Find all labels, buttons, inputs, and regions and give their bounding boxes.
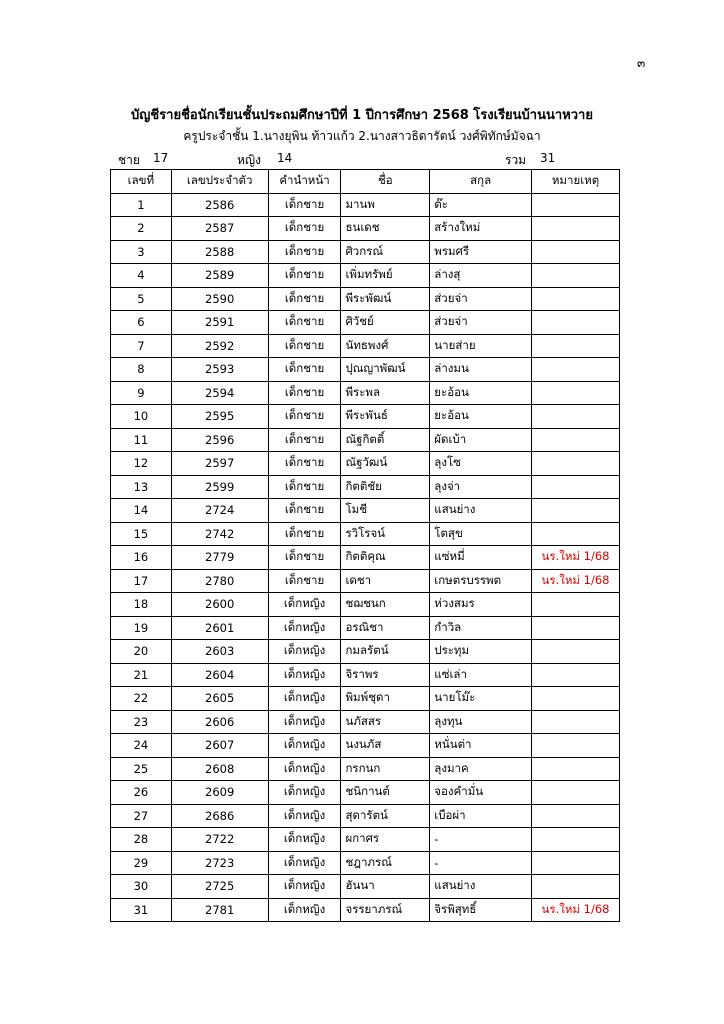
- cell-first-name: พีระพล: [341, 381, 430, 405]
- cell-remark: [532, 734, 620, 758]
- cell-title: เด็กหญิง: [268, 734, 341, 758]
- cell-surname: -: [430, 828, 532, 852]
- cell-student-id: 2723: [171, 851, 268, 875]
- cell-number: 22: [111, 687, 172, 711]
- cell-student-id: 2600: [171, 593, 268, 617]
- cell-title: เด็กหญิง: [268, 640, 341, 664]
- cell-number: 1: [111, 193, 172, 217]
- cell-first-name: กมลรัตน์: [341, 640, 430, 664]
- cell-remark: [532, 781, 620, 805]
- cell-first-name: พีระพัฒน์: [341, 287, 430, 311]
- cell-remark: [532, 475, 620, 499]
- cell-title: เด็กหญิง: [268, 828, 341, 852]
- cell-first-name: ธนเดช: [341, 217, 430, 241]
- cell-remark: [532, 663, 620, 687]
- cell-surname: นายโม๊ะ: [430, 687, 532, 711]
- cell-title: เด็กชาย: [268, 264, 341, 288]
- total-label: รวม: [505, 153, 527, 167]
- cell-first-name: ศิวัชย์: [341, 311, 430, 335]
- header-student-id: เลขประจำตัว: [171, 170, 268, 194]
- cell-title: เด็กชาย: [268, 499, 341, 523]
- cell-remark: [532, 804, 620, 828]
- cell-number: 18: [111, 593, 172, 617]
- cell-number: 2: [111, 217, 172, 241]
- cell-first-name: ณัฐวัฒน์: [341, 452, 430, 476]
- cell-remark: นร.ใหม่ 1/68: [532, 569, 620, 593]
- table-row: [111, 428, 620, 452]
- cell-number: 8: [111, 358, 172, 382]
- cell-number: 16: [111, 546, 172, 570]
- cell-number: 4: [111, 264, 172, 288]
- cell-first-name: นภัสสร: [341, 710, 430, 734]
- cell-surname: ห่วงสมร: [430, 593, 532, 617]
- cell-surname: แซ่หมี่: [430, 546, 532, 570]
- cell-number: 11: [111, 428, 172, 452]
- cell-student-id: 2594: [171, 381, 268, 405]
- page-number: ๓: [637, 56, 646, 70]
- table-row: [111, 616, 620, 640]
- cell-student-id: 2601: [171, 616, 268, 640]
- cell-number: 10: [111, 405, 172, 429]
- cell-number: 5: [111, 287, 172, 311]
- cell-first-name: โมชี: [341, 499, 430, 523]
- table-row: [111, 405, 620, 429]
- table-row: [111, 640, 620, 664]
- female-count: 14: [277, 151, 293, 165]
- table-row: [111, 264, 620, 288]
- cell-number: 24: [111, 734, 172, 758]
- cell-student-id: 2592: [171, 334, 268, 358]
- cell-remark: [532, 334, 620, 358]
- cell-first-name: ชนิกานต์: [341, 781, 430, 805]
- cell-remark: [532, 452, 620, 476]
- cell-first-name: ชฎาภรณ์: [341, 851, 430, 875]
- table-header-row: [111, 170, 620, 194]
- cell-first-name: ชฌชนก: [341, 593, 430, 617]
- female-label: หญิง: [237, 153, 261, 167]
- cell-student-id: 2606: [171, 710, 268, 734]
- cell-title: เด็กชาย: [268, 475, 341, 499]
- cell-remark: [532, 405, 620, 429]
- table-row: [111, 287, 620, 311]
- cell-surname: ล่างมน: [430, 358, 532, 382]
- cell-surname: จิรพิสุทธิ์: [430, 898, 532, 922]
- table-row: [111, 217, 620, 241]
- cell-title: เด็กหญิง: [268, 593, 341, 617]
- cell-remark: [532, 287, 620, 311]
- cell-surname: ยะอ้อน: [430, 405, 532, 429]
- cell-student-id: 2591: [171, 311, 268, 335]
- table-row: [111, 828, 620, 852]
- cell-first-name: นัทธพงศ์: [341, 334, 430, 358]
- cell-student-id: 2724: [171, 499, 268, 523]
- cell-student-id: 2686: [171, 804, 268, 828]
- teacher-subtitle: ครูประจำชั้น 1.นางยุพิน ท้าวแก้ว 2.นางสาวธิดารัตน์ วงศ์พิทักษ์มัจฉา: [183, 129, 541, 143]
- cell-number: 14: [111, 499, 172, 523]
- cell-student-id: 2590: [171, 287, 268, 311]
- header-number: เลขที่: [111, 170, 172, 194]
- cell-remark: [532, 851, 620, 875]
- cell-student-id: 2780: [171, 569, 268, 593]
- cell-surname: ประทุม: [430, 640, 532, 664]
- cell-number: 31: [111, 898, 172, 922]
- cell-first-name: จิราพร: [341, 663, 430, 687]
- cell-title: เด็กชาย: [268, 381, 341, 405]
- cell-remark: [532, 640, 620, 664]
- cell-number: 26: [111, 781, 172, 805]
- cell-remark: [532, 381, 620, 405]
- cell-student-id: 2609: [171, 781, 268, 805]
- header-title: คำนำหน้า: [268, 170, 341, 194]
- student-count-summary: [0, 151, 724, 167]
- male-label: ชาย: [118, 153, 140, 167]
- table-row: [111, 569, 620, 593]
- cell-title: เด็กชาย: [268, 334, 341, 358]
- cell-surname: สร้างใหม่: [430, 217, 532, 241]
- cell-number: 21: [111, 663, 172, 687]
- cell-surname: แซ่เล่า: [430, 663, 532, 687]
- table-row: [111, 663, 620, 687]
- cell-first-name: กิตติคุณ: [341, 546, 430, 570]
- table-row: [111, 381, 620, 405]
- cell-student-id: 2604: [171, 663, 268, 687]
- cell-first-name: สุดารัตน์: [341, 804, 430, 828]
- cell-title: เด็กชาย: [268, 428, 341, 452]
- cell-title: เด็กชาย: [268, 452, 341, 476]
- table-row: [111, 193, 620, 217]
- table-row: [111, 804, 620, 828]
- cell-first-name: รวิโรจน์: [341, 522, 430, 546]
- student-roster-table: [110, 169, 620, 922]
- cell-remark: [532, 593, 620, 617]
- cell-first-name: ปุณญาพัฒน์: [341, 358, 430, 382]
- cell-surname: -: [430, 851, 532, 875]
- cell-number: 15: [111, 522, 172, 546]
- cell-student-id: 2597: [171, 452, 268, 476]
- cell-first-name: ฮันนา: [341, 875, 430, 899]
- cell-first-name: อรณิชา: [341, 616, 430, 640]
- cell-title: เด็กหญิง: [268, 663, 341, 687]
- cell-number: 19: [111, 616, 172, 640]
- cell-student-id: 2603: [171, 640, 268, 664]
- cell-student-id: 2586: [171, 193, 268, 217]
- cell-number: 25: [111, 757, 172, 781]
- cell-first-name: ณัฐกิตติ์: [341, 428, 430, 452]
- cell-title: เด็กชาย: [268, 193, 341, 217]
- cell-first-name: เดชา: [341, 569, 430, 593]
- table-row: [111, 522, 620, 546]
- cell-first-name: มานพ: [341, 193, 430, 217]
- cell-surname: ล่างสุ: [430, 264, 532, 288]
- cell-student-id: 2607: [171, 734, 268, 758]
- table-row: [111, 546, 620, 570]
- cell-title: เด็กหญิง: [268, 804, 341, 828]
- cell-title: เด็กชาย: [268, 522, 341, 546]
- table-row: [111, 687, 620, 711]
- header-remark: หมายเหตุ: [532, 170, 620, 194]
- cell-remark: [532, 522, 620, 546]
- cell-surname: ลุงมาค: [430, 757, 532, 781]
- cell-number: 30: [111, 875, 172, 899]
- cell-title: เด็กชาย: [268, 405, 341, 429]
- cell-number: 17: [111, 569, 172, 593]
- cell-first-name: พิมพ์ชุดา: [341, 687, 430, 711]
- cell-first-name: พีระพันธ์: [341, 405, 430, 429]
- cell-remark: [532, 687, 620, 711]
- cell-student-id: 2593: [171, 358, 268, 382]
- cell-surname: แสนย่าง: [430, 875, 532, 899]
- cell-title: เด็กชาย: [268, 217, 341, 241]
- cell-surname: ลุงโซ: [430, 452, 532, 476]
- table-row: [111, 499, 620, 523]
- cell-surname: ส่วยจ่า: [430, 311, 532, 335]
- table-row: [111, 710, 620, 734]
- cell-surname: หนั่นต่า: [430, 734, 532, 758]
- total-count: 31: [540, 151, 556, 165]
- cell-title: เด็กหญิง: [268, 687, 341, 711]
- cell-surname: ลุงจ่า: [430, 475, 532, 499]
- cell-title: เด็กหญิง: [268, 710, 341, 734]
- cell-student-id: 2588: [171, 240, 268, 264]
- table-row: [111, 875, 620, 899]
- cell-remark: นร.ใหม่ 1/68: [532, 898, 620, 922]
- cell-first-name: เพิ่มทรัพย์: [341, 264, 430, 288]
- table-row: [111, 898, 620, 922]
- cell-first-name: ผกาศร: [341, 828, 430, 852]
- cell-student-id: 2605: [171, 687, 268, 711]
- cell-remark: [532, 875, 620, 899]
- cell-remark: [532, 217, 620, 241]
- document-title: บัญชีรายชื่อนักเรียนชั้นประถมศึกษาปีที่ 1 ปีการศึกษา 2568 โรงเรียนบ้านนาหวาย: [131, 108, 593, 123]
- cell-remark: [532, 616, 620, 640]
- cell-surname: พรมศรี: [430, 240, 532, 264]
- cell-title: เด็กชาย: [268, 287, 341, 311]
- cell-surname: แสนย่าง: [430, 499, 532, 523]
- cell-remark: [532, 240, 620, 264]
- cell-remark: [532, 828, 620, 852]
- table-row: [111, 311, 620, 335]
- cell-title: เด็กหญิง: [268, 851, 341, 875]
- cell-number: 23: [111, 710, 172, 734]
- cell-title: เด็กชาย: [268, 311, 341, 335]
- table-row: [111, 593, 620, 617]
- cell-number: 13: [111, 475, 172, 499]
- cell-number: 20: [111, 640, 172, 664]
- cell-title: เด็กหญิง: [268, 781, 341, 805]
- cell-title: เด็กหญิง: [268, 875, 341, 899]
- cell-number: 6: [111, 311, 172, 335]
- cell-surname: โตสุข: [430, 522, 532, 546]
- cell-surname: ต๊ะ: [430, 193, 532, 217]
- cell-student-id: 2596: [171, 428, 268, 452]
- cell-surname: จองคำมั่น: [430, 781, 532, 805]
- cell-student-id: 2595: [171, 405, 268, 429]
- cell-number: 28: [111, 828, 172, 852]
- table-row: [111, 757, 620, 781]
- cell-number: 29: [111, 851, 172, 875]
- cell-student-id: 2722: [171, 828, 268, 852]
- male-count: 17: [153, 151, 169, 165]
- cell-first-name: นงนภัส: [341, 734, 430, 758]
- cell-student-id: 2781: [171, 898, 268, 922]
- cell-remark: [532, 499, 620, 523]
- cell-surname: กำวิล: [430, 616, 532, 640]
- table-row: [111, 452, 620, 476]
- cell-remark: [532, 757, 620, 781]
- cell-student-id: 2589: [171, 264, 268, 288]
- cell-remark: [532, 358, 620, 382]
- cell-remark: [532, 710, 620, 734]
- cell-student-id: 2587: [171, 217, 268, 241]
- cell-student-id: 2725: [171, 875, 268, 899]
- cell-title: เด็กหญิง: [268, 757, 341, 781]
- cell-number: 7: [111, 334, 172, 358]
- cell-title: เด็กหญิง: [268, 616, 341, 640]
- header-surname: สกุล: [430, 170, 532, 194]
- table-row: [111, 240, 620, 264]
- cell-title: เด็กชาย: [268, 358, 341, 382]
- table-row: [111, 334, 620, 358]
- cell-surname: เบือผ่า: [430, 804, 532, 828]
- cell-remark: [532, 193, 620, 217]
- cell-first-name: ศิวกรณ์: [341, 240, 430, 264]
- cell-number: 3: [111, 240, 172, 264]
- table-row: [111, 851, 620, 875]
- cell-number: 12: [111, 452, 172, 476]
- cell-surname: ลุงทุน: [430, 710, 532, 734]
- cell-surname: เกษตรบรรพต: [430, 569, 532, 593]
- cell-first-name: กรกนก: [341, 757, 430, 781]
- cell-first-name: จรรยาภรณ์: [341, 898, 430, 922]
- cell-remark: [532, 428, 620, 452]
- cell-number: 9: [111, 381, 172, 405]
- cell-student-id: 2742: [171, 522, 268, 546]
- cell-surname: ผัดเบ้า: [430, 428, 532, 452]
- header-first-name: ชื่อ: [341, 170, 430, 194]
- table-row: [111, 358, 620, 382]
- cell-student-id: 2779: [171, 546, 268, 570]
- cell-title: เด็กชาย: [268, 546, 341, 570]
- cell-remark: นร.ใหม่ 1/68: [532, 546, 620, 570]
- cell-title: เด็กชาย: [268, 569, 341, 593]
- table-row: [111, 781, 620, 805]
- cell-title: เด็กหญิง: [268, 898, 341, 922]
- cell-surname: นายส่าย: [430, 334, 532, 358]
- cell-remark: [532, 264, 620, 288]
- cell-title: เด็กชาย: [268, 240, 341, 264]
- cell-remark: [532, 311, 620, 335]
- cell-student-id: 2599: [171, 475, 268, 499]
- cell-student-id: 2608: [171, 757, 268, 781]
- cell-surname: ส่วยจ่า: [430, 287, 532, 311]
- table-row: [111, 734, 620, 758]
- cell-first-name: กิตติชัย: [341, 475, 430, 499]
- cell-number: 27: [111, 804, 172, 828]
- table-row: [111, 475, 620, 499]
- cell-surname: ยะอ้อน: [430, 381, 532, 405]
